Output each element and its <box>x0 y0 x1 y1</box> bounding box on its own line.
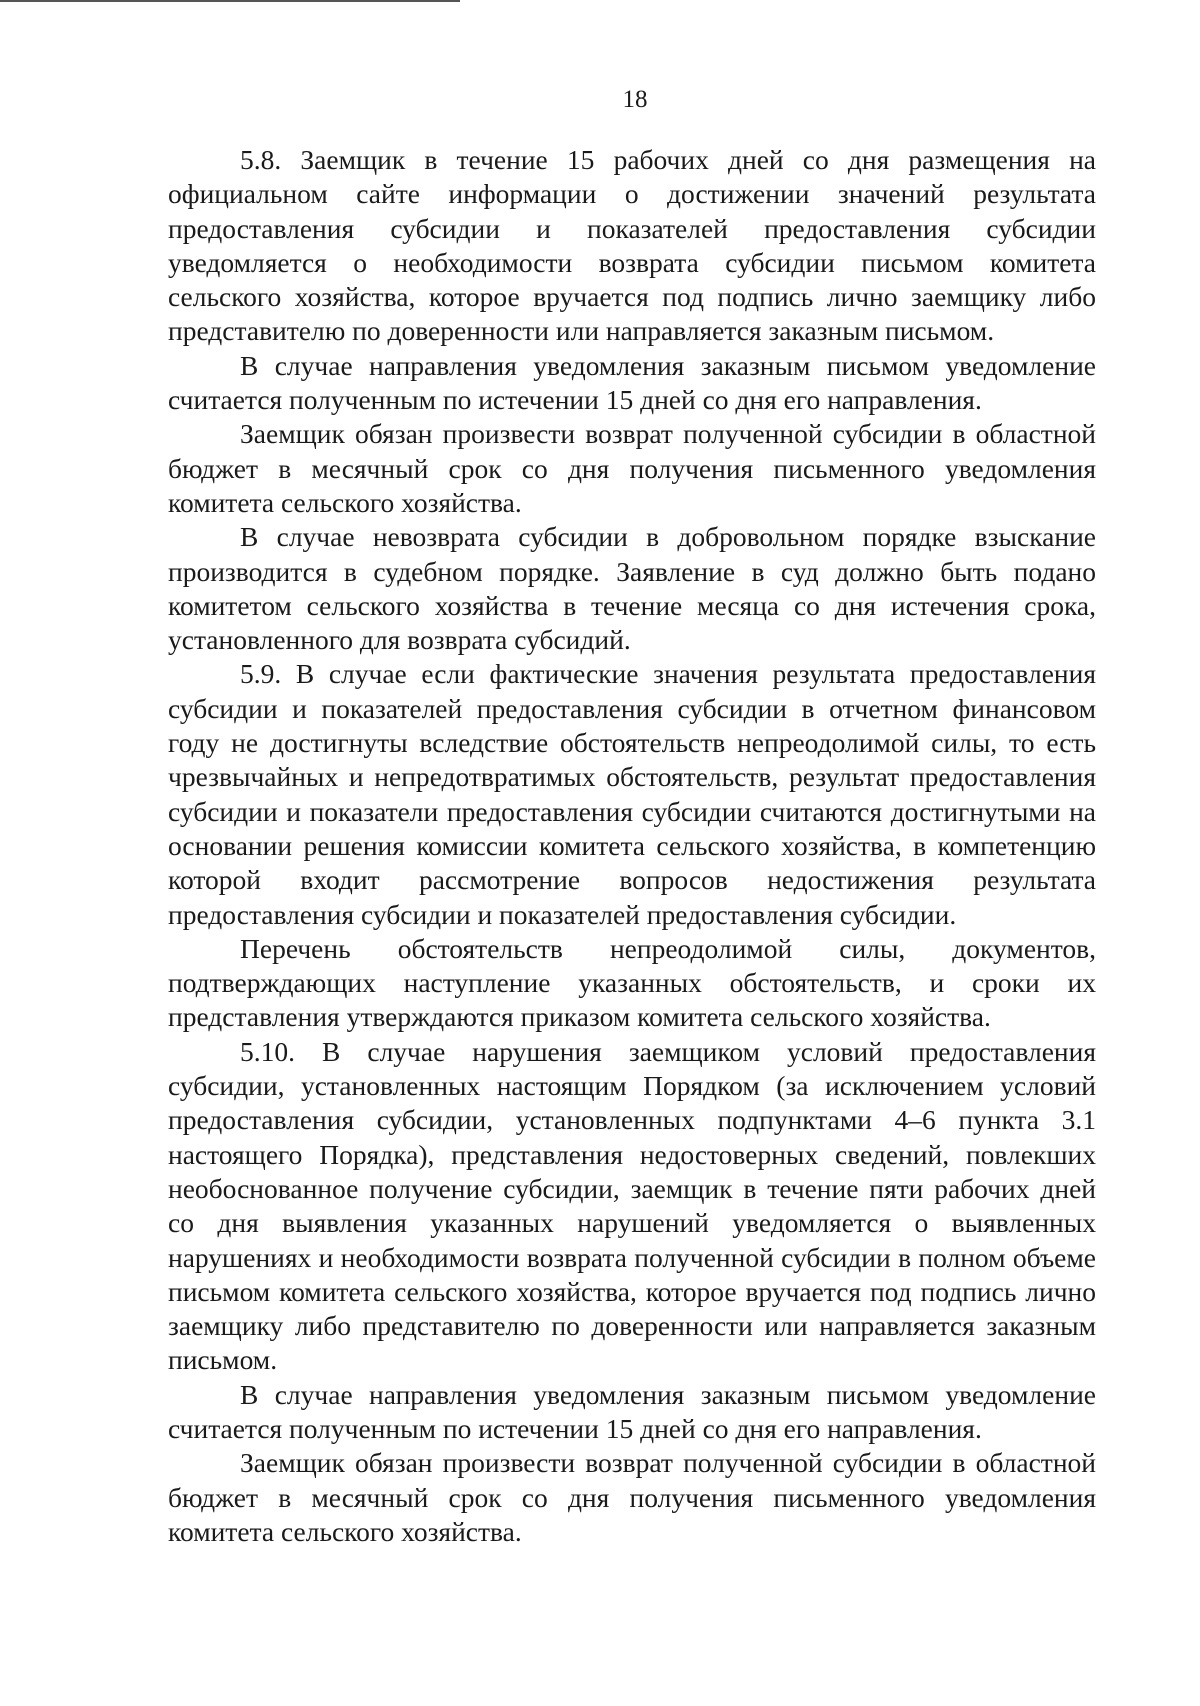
page-number: 18 <box>622 86 648 113</box>
paragraph-notice-delivery: В случае направления уведомления заказным письмом уведомление считается полученным по истечении 15 дней со дня его направления. <box>168 349 1096 416</box>
paragraph-force-majeure-list: Перечень обстоятельств непреодолимой силы, документов, подтверждающих наступление указанных обстоятельств, и сроки их представления утверждаются приказом комитета сельского хозяйства. <box>168 932 1096 1033</box>
paragraph-refund-obligation-2: Заемщик обязан произвести возврат полученной субсидии в областной бюджет в месячный срок со дня получения письменного уведомления комитета сельского хозяйства. <box>168 1447 1096 1547</box>
paragraph-court-recovery: В случае невозврата субсидии в добровольном порядке взыскание производится в судебном порядке. Заявление в суд должно быть подано комитетом сельского хозяйства в течение месяца со дня истечения срока, установленного для возврата субсидий. <box>168 521 1096 656</box>
paragraph-5-9: 5.9. В случае если фактические значения результата предоставления субсидии и показателей предоставления субсидии в отчетном финансовом году не достигнуты вследствие обстоятельств непреодолимой силы, то есть чрезвычайных и непредотвратимых обстоятельств, результат предоставления субсидии и показатели предоставления субсидии считаются достигнутыми на основании решения комиссии комитета сельского хозяйства, в компетенцию которой входит рассмотрение вопросов недостижения результата предоставления субсидии и показателей предоставления субсидии. <box>168 658 1096 930</box>
document-body <box>168 143 1096 1549</box>
scan-top-edge <box>0 0 460 2</box>
paragraph-5-8: 5.8. Заемщик в течение 15 рабочих дней со дня размещения на официальном сайте информации о достижении значений результата предоставления субсидии и показателей предоставления субсидии уведомляется о необходимости возврата субсидии письмом комитета сельского хозяйства, которое вручается под подпись лично заемщику либо представителю по доверенности или направляется заказным письмом. <box>168 144 1096 347</box>
paragraph-5-10: 5.10. В случае нарушения заемщиком условий предоставления субсидии, установленных настоящим Порядком (за исключением условий предоставления субсидии, установленных подпунктами 4–6 пункта 3.1 настоящего Порядка), представления недостоверных сведений, повлекших необоснованное получение субсидии, заемщик в течение пяти рабочих дней со дня выявления указанных нарушений уведомляется о выявленных нарушениях и необходимости возврата полученной субсидии в полном объеме письмом комитета сельского хозяйства, которое вручается под подпись лично заемщику либо представителю по доверенности или направляется заказным письмом. <box>168 1035 1096 1376</box>
paragraph-refund-obligation: Заемщик обязан произвести возврат полученной субсидии в областной бюджет в месячный срок со дня получения письменного уведомления комитета сельского хозяйства. <box>168 418 1096 518</box>
paragraph-notice-delivery-2: В случае направления уведомления заказным письмом уведомление считается полученным по истечении 15 дней со дня его направления. <box>168 1378 1096 1444</box>
